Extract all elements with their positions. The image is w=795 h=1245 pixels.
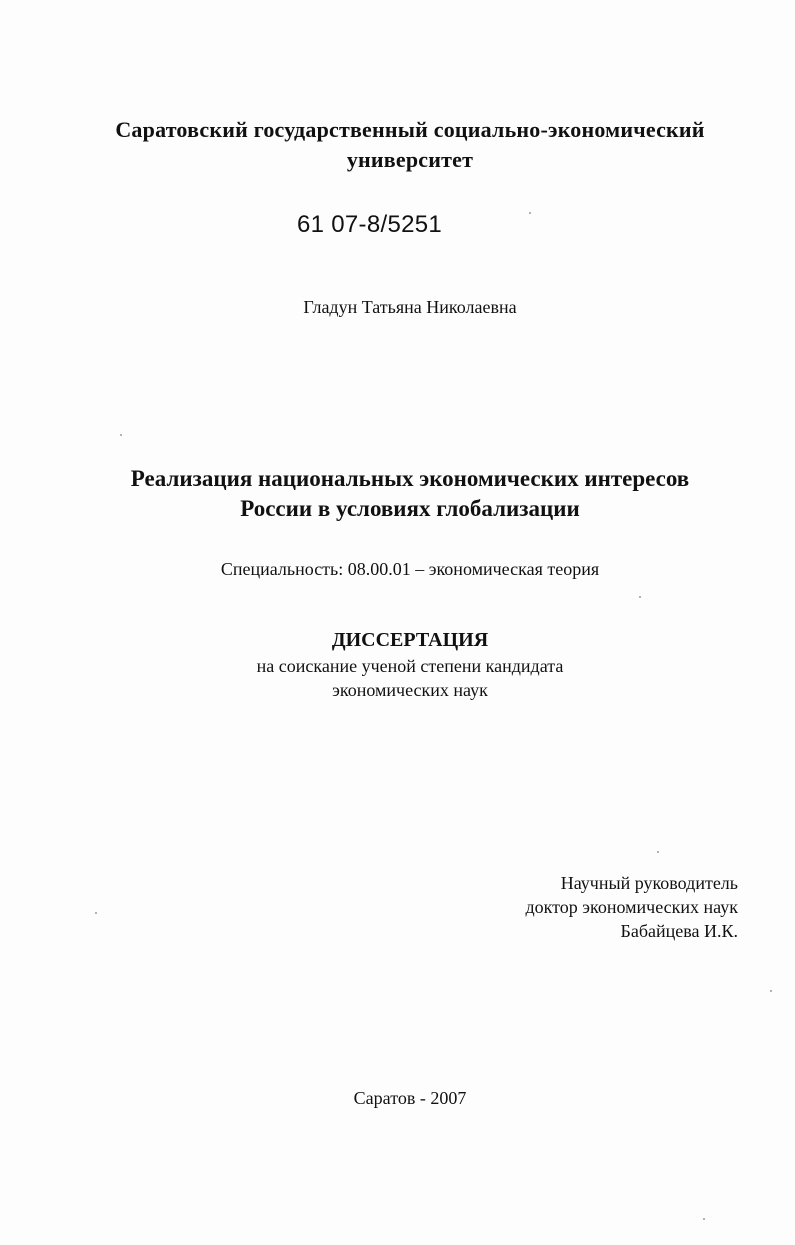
scan-speck bbox=[657, 851, 659, 853]
registration-number: 61 07-8/5251 bbox=[297, 211, 443, 238]
dissertation-title bbox=[40, 464, 780, 524]
supervisor-name: Бабайцева И.К. bbox=[620, 921, 738, 941]
scan-speck bbox=[770, 990, 772, 992]
university-name bbox=[60, 115, 760, 175]
scan-speck bbox=[120, 434, 122, 436]
degree-line-1: на соискание ученой степени кандидата bbox=[256, 656, 564, 676]
document-type: ДИССЕРТАЦИЯ bbox=[331, 629, 489, 651]
author-name: Гладун Татьяна Николаевна bbox=[303, 297, 517, 317]
specialty: Специальность: 08.00.01 – экономическая теория bbox=[220, 559, 600, 579]
university-name-line-1: Саратовский государственный социально-экономический bbox=[115, 117, 705, 142]
supervisor-role: Научный руководитель bbox=[560, 873, 738, 893]
supervisor-block bbox=[440, 871, 738, 943]
dissertation-title-line-1: Реализация национальных экономических интересов bbox=[130, 466, 690, 491]
dissertation-title-line-2: России в условиях глобализации bbox=[240, 496, 580, 521]
scan-speck bbox=[703, 1218, 705, 1220]
scan-speck bbox=[639, 596, 641, 598]
city-year: Саратов - 2007 bbox=[353, 1088, 467, 1108]
supervisor-degree: доктор экономических наук bbox=[525, 897, 738, 917]
scan-speck bbox=[529, 212, 531, 214]
scan-speck bbox=[95, 912, 97, 914]
degree-line-2: экономических наук bbox=[332, 680, 488, 700]
degree-description bbox=[60, 654, 760, 702]
university-name-line-2: университет bbox=[346, 147, 474, 172]
